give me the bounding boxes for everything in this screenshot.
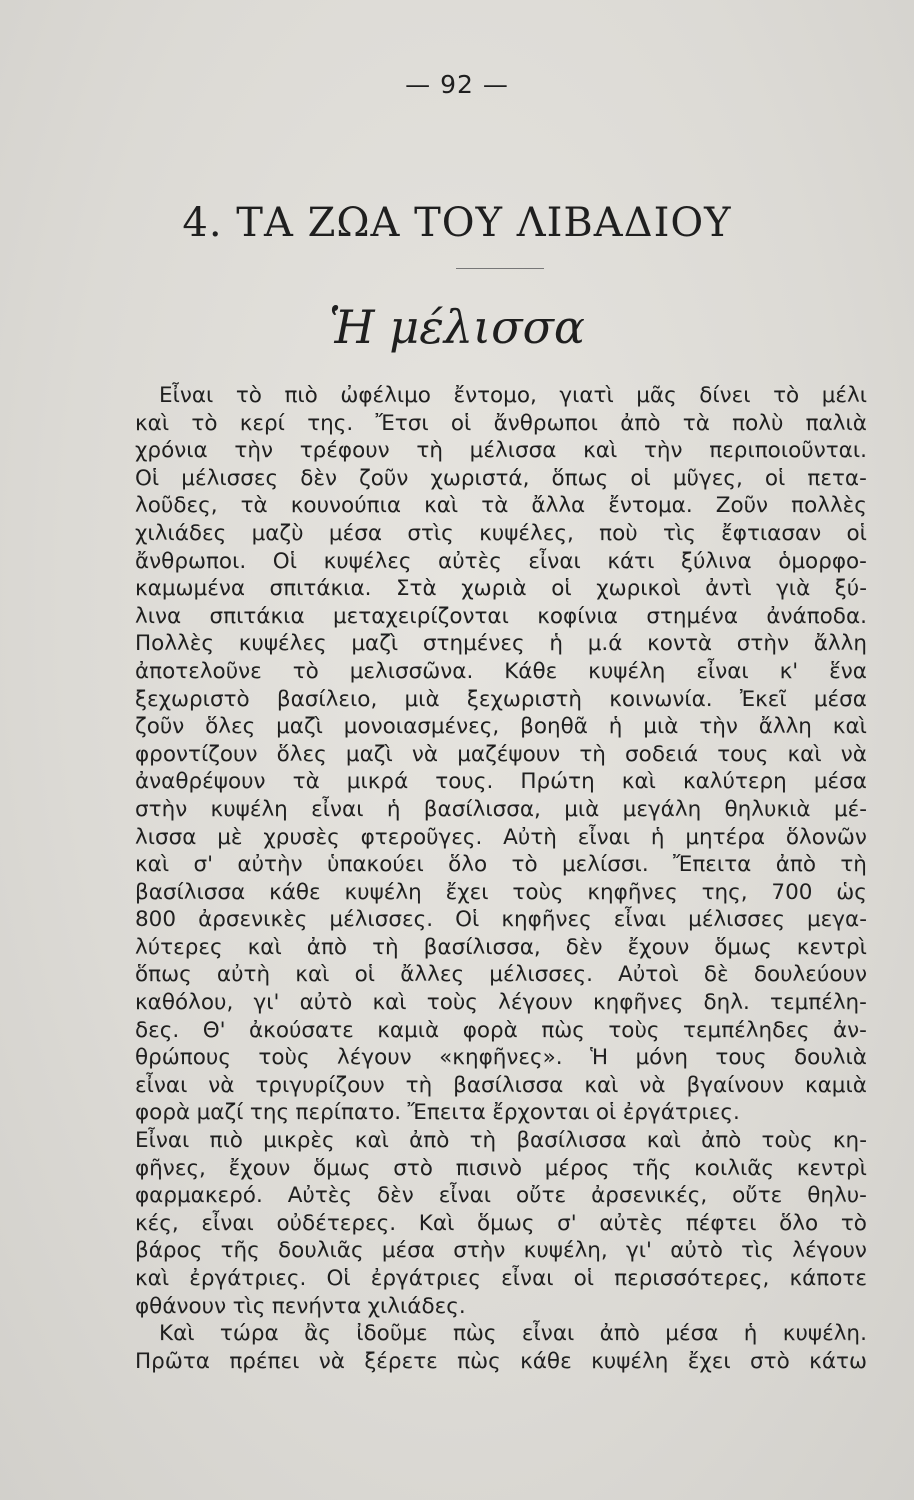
text-line: καὶ ἐργάτριες. Οἱ ἐργάτριες εἶναι οἱ περισσότερες, κάποτε xyxy=(135,1266,867,1291)
text-line: καμωμένα σπιτάκια. Στὰ χωριὰ οἱ χωρικοὶ ἀντὶ γιὰ ξύ- xyxy=(135,576,867,602)
text-line: λινα σπιτάκια μεταχειρίζονται κοφίνια στημένα ἀνάποδα. xyxy=(135,603,867,629)
page-number: — 92 — xyxy=(405,70,509,99)
text-line: στὴν κυψέλη εἶναι ἡ βασίλισσα, μιὰ μεγάλη θηλυκιὰ μέ- xyxy=(135,796,867,822)
chapter-title: 4. ΤΑ ΖΩΑ ΤΟΥ ΛΙΒΑΔΙΟΥ xyxy=(182,200,732,246)
text-line: καὶ τὸ κερί της. Ἔτσι οἱ ἄνθρωποι ἀπὸ τὰ πολὺ παλιὰ xyxy=(135,410,867,436)
text-line: ἀναθρέψουν τὰ μικρά τους. Πρώτη καὶ καλύτερη μέσα xyxy=(135,769,867,795)
text-line: ἀποτελοῦνε τὸ μελισσῶνα. Κάθε κυψέλη εἶναι κ' ἕνα xyxy=(135,658,867,684)
text-line: βασίλισσα κάθε κυψέλη ἔχει τοὺς κηφῆνες της, 700 ὡς xyxy=(135,879,867,905)
text-line: Πολλὲς κυψέλες μαζὶ στημένες ἡ μ.ά κοντὰ στὴν ἄλλη xyxy=(135,631,867,657)
text-line: εἶναι νὰ τριγυρίζουν τὴ βασίλισσα καὶ νὰ βγαίνουν καμιὰ xyxy=(135,1072,867,1098)
text-line: ὅπως αὐτὴ καὶ οἱ ἄλλες μέλισσες. Αὐτοὶ δὲ δουλεύουν xyxy=(135,962,867,988)
text-line: λύτερες καὶ ἀπὸ τὴ βασίλισσα, δὲν ἔχουν ὅμως κεντρὶ xyxy=(135,934,867,960)
text-line: Οἱ μέλισσες δὲν ζοῦν χωριστά, ὅπως οἱ μῦγες, οἱ πετα- xyxy=(135,465,867,491)
text-line: ἄνθρωποι. Οἱ κυψέλες αὐτὲς εἶναι κάτι ξύλινα ὁμορφο- xyxy=(135,548,867,574)
text-line: φορὰ μαζί της περίπατο. Ἔπειτα ἔρχονται οἱ ἐργάτριες. xyxy=(135,1100,740,1126)
text-line: βάρος τῆς δουλιᾶς μέσα στὴν κυψέλη, γι' αὐτὸ τὶς λέγουν xyxy=(135,1238,867,1264)
text-line: καθόλου, γι' αὐτὸ καὶ τοὺς λέγουν κηφῆνες δηλ. τεμπέλη- xyxy=(135,990,867,1016)
text-line: Εἶναι τὸ πιὸ ὠφέλιμο ἔντομο, γιατὶ μᾶς δίνει τὸ μέλι xyxy=(159,383,867,408)
text-line: Καὶ τώρα ἂς ἰδοῦμε πὼς εἶναι ἀπὸ μέσα ἡ κυψέλη. xyxy=(159,1321,867,1347)
text-line: χιλιάδες μαζὺ μέσα στὶς κυψέλες, ποὺ τὶς ἔφτιασαν οἱ xyxy=(135,520,867,546)
text-line: Εἶναι πιὸ μικρὲς καὶ ἀπὸ τὴ βασίλισσα καὶ ἀπὸ τοὺς κη- xyxy=(135,1128,867,1154)
text-line: δες. Θ' ἀκούσατε καμιὰ φορὰ πὼς τοὺς τεμπέληδες ἀν- xyxy=(135,1017,867,1043)
text-line: ξεχωριστὸ βασίλειο, μιὰ ξεχωριστὴ κοινωνία. Ἐκεῖ μέσα xyxy=(135,686,867,712)
text-line: θρώπους τοὺς λέγουν «κηφῆνες». Ἡ μόνη τους δουλιὰ xyxy=(135,1045,867,1071)
text-line: φῆνες, ἔχουν ὅμως στὸ πισινὸ μέρος τῆς κοιλιᾶς κεντρὶ xyxy=(135,1155,867,1181)
text-line: χρόνια τὴν τρέφουν τὴ μέλισσα καὶ τὴν περιποιοῦνται. xyxy=(135,438,867,464)
text-line: ζοῦν ὅλες μαζὶ μονοιασμένες, βοηθᾶ ἡ μιὰ τὴν ἄλλη καὶ xyxy=(135,714,867,740)
body-text xyxy=(135,382,867,1375)
text-line: λισσα μὲ χρυσὲς φτεροῦγες. Αὐτὴ εἶναι ἡ μητέρα ὅλονῶν xyxy=(135,824,867,850)
section-title: Ἡ μέλισσα xyxy=(329,300,585,354)
text-line: φροντίζουν ὅλες μαζὶ νὰ μαζέψουν τὴ σοδειά τους καὶ νὰ xyxy=(135,741,867,767)
text-line: 800 ἀρσενικὲς μέλισσες. Οἱ κηφῆνες εἶναι μέλισσες μεγα- xyxy=(135,907,867,933)
text-line: λοῦδες, τὰ κουνούπια καὶ τὰ ἄλλα ἔντομα. Ζοῦν πολλὲς xyxy=(135,493,867,519)
text-line: φθάνουν τὶς πενήντα χιλιάδες. xyxy=(135,1293,466,1319)
title-divider xyxy=(456,268,544,269)
text-line: κές, εἶναι οὐδέτερες. Καὶ ὅμως σ' αὐτὲς πέφτει ὅλο τὸ xyxy=(135,1210,867,1236)
text-line: Πρῶτα πρέπει νὰ ξέρετε πὼς κάθε κυψέλη ἔχει στὸ κάτω xyxy=(135,1348,867,1374)
text-line: φαρμακερό. Αὐτὲς δὲν εἶναι οὔτε ἀρσενικές, οὔτε θηλυ- xyxy=(135,1183,867,1209)
text-line: καὶ σ' αὐτὴν ὑπακούει ὅλο τὸ μελίσσι. Ἔπειτα ἀπὸ τὴ xyxy=(135,852,867,878)
